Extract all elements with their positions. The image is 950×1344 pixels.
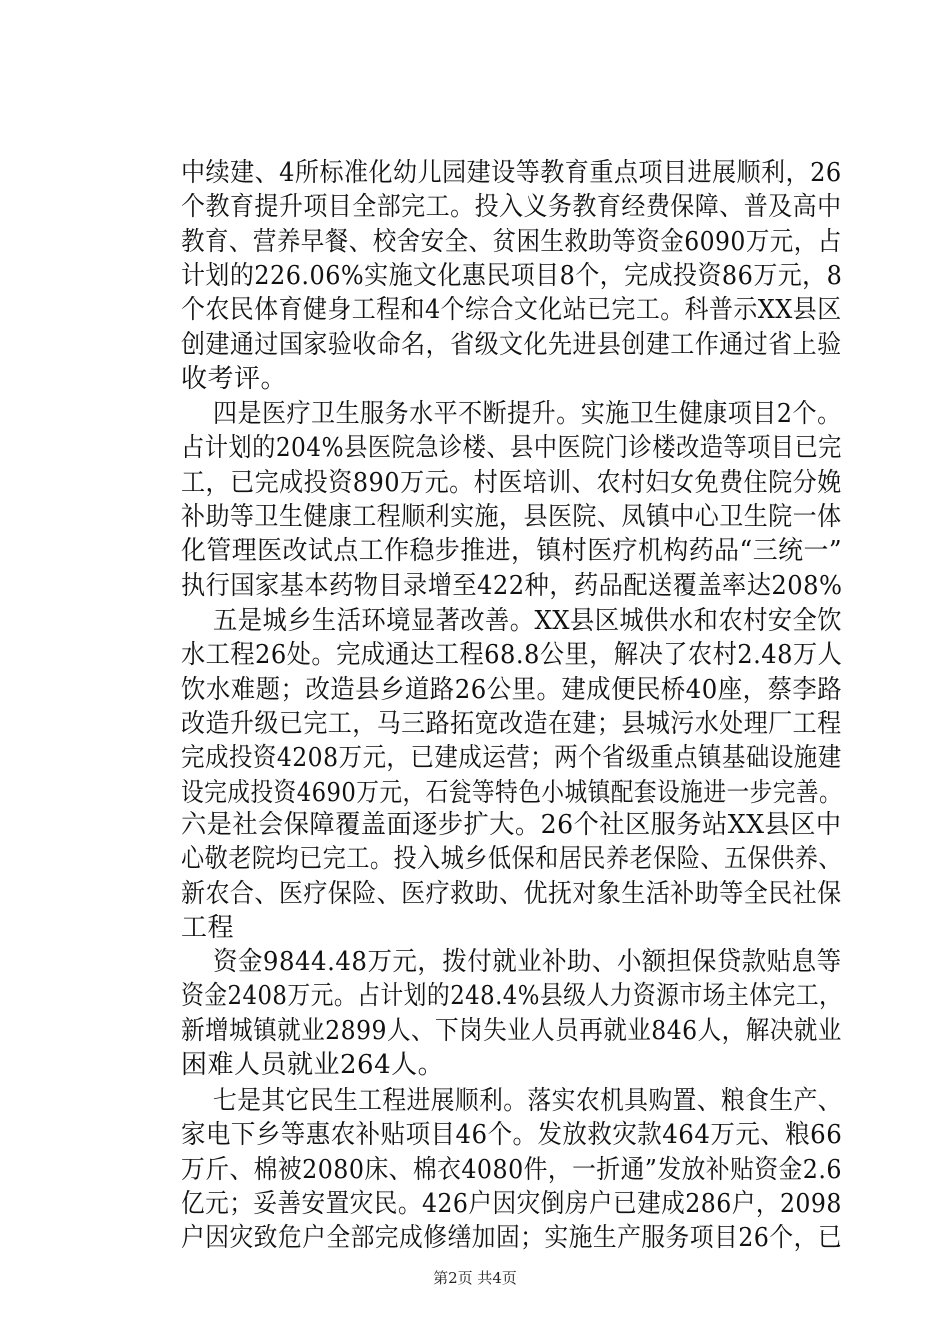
text-line: 教育、营养早餐、校舍安全、贫困生救助等资金6090万元，占 bbox=[181, 226, 842, 257]
page-footer: 第2页 共4页 bbox=[433, 1269, 517, 1287]
text-line: 个教育提升项目全部完工。投入义务教育经费保障、普及高中 bbox=[181, 192, 842, 223]
text-line: 工程 bbox=[181, 912, 235, 943]
text-line: 五是城乡生活环境显著改善。XX县区城供水和农村安全饮 bbox=[213, 606, 843, 636]
text-line: 四是医疗卫生服务水平不断提升。实施卫生健康项目2个。 bbox=[213, 399, 842, 429]
text-line: 六是社会保障覆盖面逐步扩大。26个社区服务站XX县区中 bbox=[181, 810, 842, 840]
text-line: 改造升级已完工，马三路拓宽改造在建；县城污水处理厂工程 bbox=[181, 708, 842, 739]
text-line: 万斤、棉被2080床、棉衣4080件，一折通”发放补贴资金2.6 bbox=[181, 1154, 842, 1185]
text-line: 资金2408万元。占计划的248.4%县级人力资源市场主体完工， bbox=[181, 981, 843, 1012]
text-line: 计划的226.06%实施文化惠民项目8个，完成投资86万元，8 bbox=[181, 260, 843, 291]
text-line: 亿元；妥善安置灾民。426户因灾倒房户已建成286户，2098 bbox=[181, 1188, 842, 1219]
text-line: 创建通过国家验收命名，省级文化先进县创建工作通过省上验 bbox=[181, 329, 842, 360]
text-line: 困难人员就业264人。 bbox=[181, 1049, 445, 1080]
text-line: 家电下乡等惠农补贴项目46个。发放救灾款464万元、粮66 bbox=[181, 1120, 843, 1151]
text-line: 户因灾致危户全部完成修缮加固；实施生产服务项目26个，已 bbox=[181, 1223, 843, 1254]
text-line: 资金9844.48万元，拨付就业补助、小额担保贷款贴息等 bbox=[213, 947, 842, 977]
text-line: 新农合、医疗保险、医疗救助、优抚对象生活补助等全民社保 bbox=[181, 878, 842, 909]
text-line: 化管理医改试点工作稳步推进，镇村医疗机构药品“三统一” bbox=[181, 536, 843, 567]
text-line: 个农民体育健身工程和4个综合文化站已完工。科普示XX县区 bbox=[181, 295, 842, 326]
text-line: 工，已完成投资890万元。村医培训、农村妇女免费住院分娩 bbox=[181, 467, 842, 498]
text-line: 补助等卫生健康工程顺利实施，县医院、凤镇中心卫生院一体 bbox=[181, 501, 842, 532]
text-line: 收考评。 bbox=[181, 363, 288, 394]
text-line: 七是其它民生工程进展顺利。落实农机具购置、粮食生产、 bbox=[213, 1086, 843, 1116]
text-line: 占计划的204%县医院急诊楼、县中医院门诊楼改造等项目已完 bbox=[181, 433, 842, 464]
text-line: 执行国家基本药物目录增至422种，药品配送覆盖率达208% bbox=[181, 570, 843, 601]
text-line: 完成投资4208万元，已建成运营；两个省级重点镇基础设施建 bbox=[181, 743, 842, 774]
text-line: 饮水难题；改造县乡道路26公里。建成便民桥40座，蔡李路 bbox=[181, 674, 843, 705]
text-line: 心敬老院均已完工。投入城乡低保和居民养老保险、五保供养、 bbox=[181, 844, 842, 875]
text-line: 设完成投资4690万元，石瓮等特色小城镇配套设施进一步完善。 bbox=[181, 777, 843, 808]
text-line: 中续建、4所标准化幼儿园建设等教育重点项目进展顺利，26 bbox=[181, 158, 842, 188]
text-line: 新增城镇就业2899人、下岗失业人员再就业846人，解决就业 bbox=[181, 1015, 842, 1046]
text-line: 水工程26处。完成通达工程68.8公里，解决了农村2.48万人 bbox=[181, 640, 843, 671]
